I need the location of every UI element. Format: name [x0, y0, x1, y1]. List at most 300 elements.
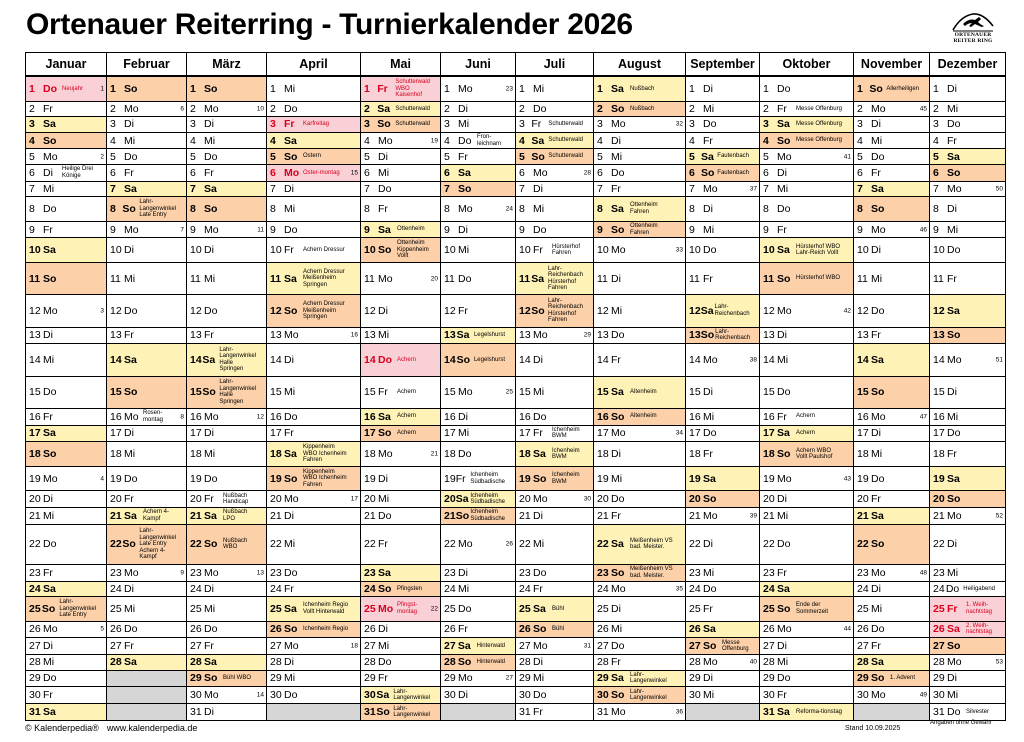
- day-cell[interactable]: [930, 466, 1006, 491]
- day-cell[interactable]: [107, 262, 187, 294]
- day-cell[interactable]: [854, 149, 930, 165]
- day-cell[interactable]: [854, 295, 930, 327]
- day-cell[interactable]: [854, 670, 930, 687]
- day-cell[interactable]: [854, 425, 930, 442]
- day-cell[interactable]: [594, 101, 686, 117]
- day-cell[interactable]: [760, 524, 854, 564]
- day-cell[interactable]: [361, 164, 441, 181]
- day-cell[interactable]: [107, 621, 187, 638]
- day-cell[interactable]: [686, 581, 760, 597]
- day-cell[interactable]: [267, 376, 361, 408]
- day-cell[interactable]: [267, 508, 361, 525]
- day-cell[interactable]: [516, 117, 594, 133]
- day-cell[interactable]: [594, 655, 686, 671]
- day-cell[interactable]: [854, 132, 930, 149]
- day-cell[interactable]: [516, 376, 594, 408]
- day-cell[interactable]: [930, 442, 1006, 467]
- day-cell[interactable]: [930, 181, 1006, 197]
- day-cell[interactable]: [361, 132, 441, 149]
- day-cell[interactable]: [516, 164, 594, 181]
- day-cell[interactable]: [930, 238, 1006, 263]
- day-cell[interactable]: [107, 76, 187, 101]
- day-cell[interactable]: [854, 101, 930, 117]
- day-cell[interactable]: [686, 327, 760, 344]
- day-cell[interactable]: [686, 221, 760, 238]
- day-cell[interactable]: [594, 442, 686, 467]
- day-cell[interactable]: [686, 621, 760, 638]
- day-cell[interactable]: [107, 597, 187, 622]
- day-cell[interactable]: [516, 101, 594, 117]
- day-cell[interactable]: [187, 564, 267, 581]
- day-cell[interactable]: [930, 704, 1006, 721]
- day-cell[interactable]: [516, 238, 594, 263]
- day-cell[interactable]: [441, 670, 516, 687]
- day-cell[interactable]: [686, 687, 760, 704]
- day-cell[interactable]: [930, 327, 1006, 344]
- day-cell[interactable]: [187, 491, 267, 508]
- day-cell[interactable]: [187, 466, 267, 491]
- day-cell[interactable]: [267, 425, 361, 442]
- day-cell[interactable]: [441, 581, 516, 597]
- day-cell[interactable]: [594, 149, 686, 165]
- day-cell[interactable]: [441, 117, 516, 133]
- day-cell[interactable]: [594, 327, 686, 344]
- day-cell[interactable]: [187, 425, 267, 442]
- day-cell[interactable]: [267, 149, 361, 165]
- day-cell[interactable]: [594, 670, 686, 687]
- day-cell[interactable]: [107, 117, 187, 133]
- day-cell[interactable]: [930, 101, 1006, 117]
- day-cell[interactable]: [26, 621, 107, 638]
- day-cell[interactable]: [760, 425, 854, 442]
- day-cell[interactable]: [361, 117, 441, 133]
- day-cell[interactable]: [361, 408, 441, 425]
- day-cell[interactable]: [107, 149, 187, 165]
- day-cell[interactable]: [594, 221, 686, 238]
- day-cell[interactable]: [930, 262, 1006, 294]
- day-cell[interactable]: [187, 76, 267, 101]
- day-cell[interactable]: [107, 132, 187, 149]
- day-cell[interactable]: [361, 638, 441, 655]
- day-cell[interactable]: [441, 597, 516, 622]
- day-cell[interactable]: [760, 221, 854, 238]
- day-cell[interactable]: [267, 597, 361, 622]
- day-cell[interactable]: [516, 491, 594, 508]
- day-cell[interactable]: [594, 687, 686, 704]
- day-cell[interactable]: [187, 655, 267, 671]
- day-cell[interactable]: [760, 181, 854, 197]
- day-cell[interactable]: [187, 295, 267, 327]
- day-cell[interactable]: [930, 597, 1006, 622]
- day-cell[interactable]: [267, 327, 361, 344]
- day-cell[interactable]: [760, 295, 854, 327]
- day-cell[interactable]: [26, 295, 107, 327]
- day-cell[interactable]: [267, 638, 361, 655]
- day-cell[interactable]: [26, 670, 107, 687]
- day-cell[interactable]: [267, 238, 361, 263]
- day-cell[interactable]: [26, 508, 107, 525]
- day-cell[interactable]: [930, 164, 1006, 181]
- day-cell[interactable]: [267, 621, 361, 638]
- day-cell[interactable]: [267, 164, 361, 181]
- day-cell[interactable]: [267, 221, 361, 238]
- day-cell[interactable]: [854, 466, 930, 491]
- day-cell[interactable]: [187, 508, 267, 525]
- day-cell[interactable]: [686, 164, 760, 181]
- day-cell[interactable]: [267, 132, 361, 149]
- day-cell[interactable]: [267, 581, 361, 597]
- day-cell[interactable]: [930, 221, 1006, 238]
- day-cell[interactable]: [441, 295, 516, 327]
- day-cell[interactable]: [516, 181, 594, 197]
- day-cell[interactable]: [361, 564, 441, 581]
- day-cell[interactable]: [686, 508, 760, 525]
- day-cell[interactable]: [760, 76, 854, 101]
- day-cell[interactable]: [26, 76, 107, 101]
- day-cell[interactable]: [516, 132, 594, 149]
- day-cell[interactable]: [26, 638, 107, 655]
- day-cell[interactable]: [516, 621, 594, 638]
- day-cell[interactable]: [361, 197, 441, 222]
- day-cell[interactable]: [361, 581, 441, 597]
- day-cell[interactable]: [930, 149, 1006, 165]
- day-cell[interactable]: [686, 238, 760, 263]
- day-cell[interactable]: [267, 408, 361, 425]
- day-cell[interactable]: [441, 508, 516, 525]
- day-cell[interactable]: [26, 442, 107, 467]
- day-cell[interactable]: [930, 408, 1006, 425]
- day-cell[interactable]: [760, 101, 854, 117]
- day-cell[interactable]: [516, 442, 594, 467]
- day-cell[interactable]: [267, 101, 361, 117]
- day-cell[interactable]: [854, 117, 930, 133]
- day-cell[interactable]: [516, 344, 594, 376]
- day-cell[interactable]: [26, 262, 107, 294]
- day-cell[interactable]: [26, 149, 107, 165]
- day-cell[interactable]: [267, 524, 361, 564]
- day-cell[interactable]: [107, 442, 187, 467]
- day-cell[interactable]: [594, 564, 686, 581]
- day-cell[interactable]: [107, 408, 187, 425]
- day-cell[interactable]: [854, 221, 930, 238]
- day-cell[interactable]: [26, 491, 107, 508]
- day-cell[interactable]: [594, 262, 686, 294]
- day-cell[interactable]: [441, 425, 516, 442]
- day-cell[interactable]: [686, 117, 760, 133]
- day-cell[interactable]: [930, 670, 1006, 687]
- day-cell[interactable]: [361, 376, 441, 408]
- day-cell[interactable]: [267, 491, 361, 508]
- day-cell[interactable]: [26, 655, 107, 671]
- day-cell[interactable]: [441, 491, 516, 508]
- day-cell[interactable]: [107, 466, 187, 491]
- day-cell[interactable]: [760, 197, 854, 222]
- day-cell[interactable]: [187, 197, 267, 222]
- day-cell[interactable]: [760, 466, 854, 491]
- day-cell[interactable]: [187, 117, 267, 133]
- day-cell[interactable]: [361, 442, 441, 467]
- day-cell[interactable]: [760, 376, 854, 408]
- day-cell[interactable]: [107, 655, 187, 671]
- day-cell[interactable]: [686, 295, 760, 327]
- day-cell[interactable]: [516, 704, 594, 721]
- day-cell[interactable]: [854, 344, 930, 376]
- day-cell[interactable]: [686, 655, 760, 671]
- day-cell[interactable]: [686, 149, 760, 165]
- day-cell[interactable]: [107, 581, 187, 597]
- day-cell[interactable]: [26, 564, 107, 581]
- day-cell[interactable]: [686, 408, 760, 425]
- day-cell[interactable]: [187, 408, 267, 425]
- day-cell[interactable]: [361, 425, 441, 442]
- day-cell[interactable]: [26, 408, 107, 425]
- day-cell[interactable]: [107, 508, 187, 525]
- day-cell[interactable]: [930, 117, 1006, 133]
- day-cell[interactable]: [26, 524, 107, 564]
- day-cell[interactable]: [930, 564, 1006, 581]
- day-cell[interactable]: [361, 466, 441, 491]
- day-cell[interactable]: [361, 181, 441, 197]
- day-cell[interactable]: [361, 344, 441, 376]
- day-cell[interactable]: [760, 670, 854, 687]
- day-cell[interactable]: [107, 376, 187, 408]
- day-cell[interactable]: [187, 132, 267, 149]
- day-cell[interactable]: [26, 581, 107, 597]
- day-cell[interactable]: [854, 442, 930, 467]
- day-cell[interactable]: [686, 132, 760, 149]
- day-cell[interactable]: [854, 238, 930, 263]
- day-cell[interactable]: [267, 670, 361, 687]
- day-cell[interactable]: [26, 344, 107, 376]
- day-cell[interactable]: [594, 466, 686, 491]
- day-cell[interactable]: [516, 638, 594, 655]
- day-cell[interactable]: [26, 466, 107, 491]
- day-cell[interactable]: [760, 687, 854, 704]
- day-cell[interactable]: [361, 491, 441, 508]
- day-cell[interactable]: [361, 262, 441, 294]
- day-cell[interactable]: [516, 262, 594, 294]
- day-cell[interactable]: [441, 327, 516, 344]
- day-cell[interactable]: [441, 408, 516, 425]
- day-cell[interactable]: [516, 295, 594, 327]
- day-cell[interactable]: [107, 181, 187, 197]
- day-cell[interactable]: [107, 238, 187, 263]
- day-cell[interactable]: [441, 221, 516, 238]
- day-cell[interactable]: [686, 597, 760, 622]
- day-cell[interactable]: [686, 197, 760, 222]
- day-cell[interactable]: [516, 76, 594, 101]
- day-cell[interactable]: [26, 327, 107, 344]
- day-cell[interactable]: [441, 76, 516, 101]
- day-cell[interactable]: [760, 508, 854, 525]
- day-cell[interactable]: [594, 197, 686, 222]
- day-cell[interactable]: [26, 132, 107, 149]
- day-cell[interactable]: [594, 238, 686, 263]
- day-cell[interactable]: [930, 295, 1006, 327]
- day-cell[interactable]: [854, 181, 930, 197]
- day-cell[interactable]: [854, 164, 930, 181]
- day-cell[interactable]: [267, 687, 361, 704]
- day-cell[interactable]: [361, 704, 441, 721]
- day-cell[interactable]: [686, 466, 760, 491]
- day-cell[interactable]: [854, 262, 930, 294]
- day-cell[interactable]: [686, 638, 760, 655]
- day-cell[interactable]: [26, 221, 107, 238]
- day-cell[interactable]: [26, 238, 107, 263]
- day-cell[interactable]: [187, 442, 267, 467]
- day-cell[interactable]: [930, 655, 1006, 671]
- day-cell[interactable]: [441, 621, 516, 638]
- day-cell[interactable]: [361, 687, 441, 704]
- day-cell[interactable]: [930, 76, 1006, 101]
- day-cell[interactable]: [267, 344, 361, 376]
- day-cell[interactable]: [441, 101, 516, 117]
- day-cell[interactable]: [361, 597, 441, 622]
- day-cell[interactable]: [267, 197, 361, 222]
- day-cell[interactable]: [187, 221, 267, 238]
- day-cell[interactable]: [267, 262, 361, 294]
- day-cell[interactable]: [26, 687, 107, 704]
- day-cell[interactable]: [516, 408, 594, 425]
- day-cell[interactable]: [26, 376, 107, 408]
- day-cell[interactable]: [187, 597, 267, 622]
- day-cell[interactable]: [267, 117, 361, 133]
- day-cell[interactable]: [594, 581, 686, 597]
- day-cell[interactable]: [267, 466, 361, 491]
- day-cell[interactable]: [441, 687, 516, 704]
- day-cell[interactable]: [516, 149, 594, 165]
- day-cell[interactable]: [594, 181, 686, 197]
- day-cell[interactable]: [854, 564, 930, 581]
- day-cell[interactable]: [516, 327, 594, 344]
- day-cell[interactable]: [930, 132, 1006, 149]
- day-cell[interactable]: [107, 221, 187, 238]
- day-cell[interactable]: [441, 238, 516, 263]
- day-cell[interactable]: [187, 704, 267, 721]
- source-link[interactable]: www.kalenderpedia.de: [106, 723, 198, 733]
- day-cell[interactable]: [930, 581, 1006, 597]
- day-cell[interactable]: [594, 704, 686, 721]
- day-cell[interactable]: [760, 238, 854, 263]
- day-cell[interactable]: [594, 344, 686, 376]
- day-cell[interactable]: [267, 295, 361, 327]
- day-cell[interactable]: [107, 327, 187, 344]
- day-cell[interactable]: [516, 564, 594, 581]
- day-cell[interactable]: [854, 655, 930, 671]
- day-cell[interactable]: [930, 197, 1006, 222]
- day-cell[interactable]: [854, 621, 930, 638]
- day-cell[interactable]: [854, 197, 930, 222]
- day-cell[interactable]: [267, 442, 361, 467]
- day-cell[interactable]: [594, 597, 686, 622]
- day-cell[interactable]: [930, 524, 1006, 564]
- day-cell[interactable]: [361, 655, 441, 671]
- day-cell[interactable]: [760, 327, 854, 344]
- day-cell[interactable]: [441, 344, 516, 376]
- day-cell[interactable]: [187, 101, 267, 117]
- day-cell[interactable]: [594, 295, 686, 327]
- day-cell[interactable]: [267, 655, 361, 671]
- day-cell[interactable]: [594, 117, 686, 133]
- day-cell[interactable]: [361, 221, 441, 238]
- day-cell[interactable]: [930, 687, 1006, 704]
- day-cell[interactable]: [187, 670, 267, 687]
- day-cell[interactable]: [854, 508, 930, 525]
- day-cell[interactable]: [26, 425, 107, 442]
- day-cell[interactable]: [441, 164, 516, 181]
- day-cell[interactable]: [107, 295, 187, 327]
- day-cell[interactable]: [267, 564, 361, 581]
- day-cell[interactable]: [107, 524, 187, 564]
- day-cell[interactable]: [441, 197, 516, 222]
- day-cell[interactable]: [760, 117, 854, 133]
- day-cell[interactable]: [107, 491, 187, 508]
- day-cell[interactable]: [187, 524, 267, 564]
- day-cell[interactable]: [686, 101, 760, 117]
- day-cell[interactable]: [187, 238, 267, 263]
- day-cell[interactable]: [760, 164, 854, 181]
- day-cell[interactable]: [26, 117, 107, 133]
- day-cell[interactable]: [107, 425, 187, 442]
- day-cell[interactable]: [686, 262, 760, 294]
- day-cell[interactable]: [594, 621, 686, 638]
- day-cell[interactable]: [361, 327, 441, 344]
- day-cell[interactable]: [760, 655, 854, 671]
- day-cell[interactable]: [441, 149, 516, 165]
- day-cell[interactable]: [686, 344, 760, 376]
- day-cell[interactable]: [594, 76, 686, 101]
- day-cell[interactable]: [267, 181, 361, 197]
- day-cell[interactable]: [760, 442, 854, 467]
- day-cell[interactable]: [107, 344, 187, 376]
- day-cell[interactable]: [516, 597, 594, 622]
- day-cell[interactable]: [760, 149, 854, 165]
- day-cell[interactable]: [516, 687, 594, 704]
- day-cell[interactable]: [594, 524, 686, 564]
- day-cell[interactable]: [187, 638, 267, 655]
- day-cell[interactable]: [107, 564, 187, 581]
- day-cell[interactable]: [441, 655, 516, 671]
- day-cell[interactable]: [686, 524, 760, 564]
- day-cell[interactable]: [516, 508, 594, 525]
- day-cell[interactable]: [930, 491, 1006, 508]
- day-cell[interactable]: [441, 376, 516, 408]
- day-cell[interactable]: [361, 295, 441, 327]
- day-cell[interactable]: [361, 524, 441, 564]
- day-cell[interactable]: [361, 238, 441, 263]
- day-cell[interactable]: [26, 597, 107, 622]
- day-cell[interactable]: [361, 621, 441, 638]
- day-cell[interactable]: [516, 524, 594, 564]
- day-cell[interactable]: [187, 327, 267, 344]
- day-cell[interactable]: [441, 564, 516, 581]
- day-cell[interactable]: [107, 164, 187, 181]
- day-cell[interactable]: [267, 76, 361, 101]
- day-cell[interactable]: [516, 425, 594, 442]
- day-cell[interactable]: [854, 76, 930, 101]
- day-cell[interactable]: [516, 670, 594, 687]
- day-cell[interactable]: [760, 491, 854, 508]
- day-cell[interactable]: [441, 181, 516, 197]
- day-cell[interactable]: [594, 491, 686, 508]
- day-cell[interactable]: [441, 132, 516, 149]
- day-cell[interactable]: [686, 442, 760, 467]
- day-cell[interactable]: [854, 638, 930, 655]
- day-cell[interactable]: [760, 704, 854, 721]
- day-cell[interactable]: [594, 425, 686, 442]
- day-cell[interactable]: [930, 638, 1006, 655]
- day-cell[interactable]: [854, 687, 930, 704]
